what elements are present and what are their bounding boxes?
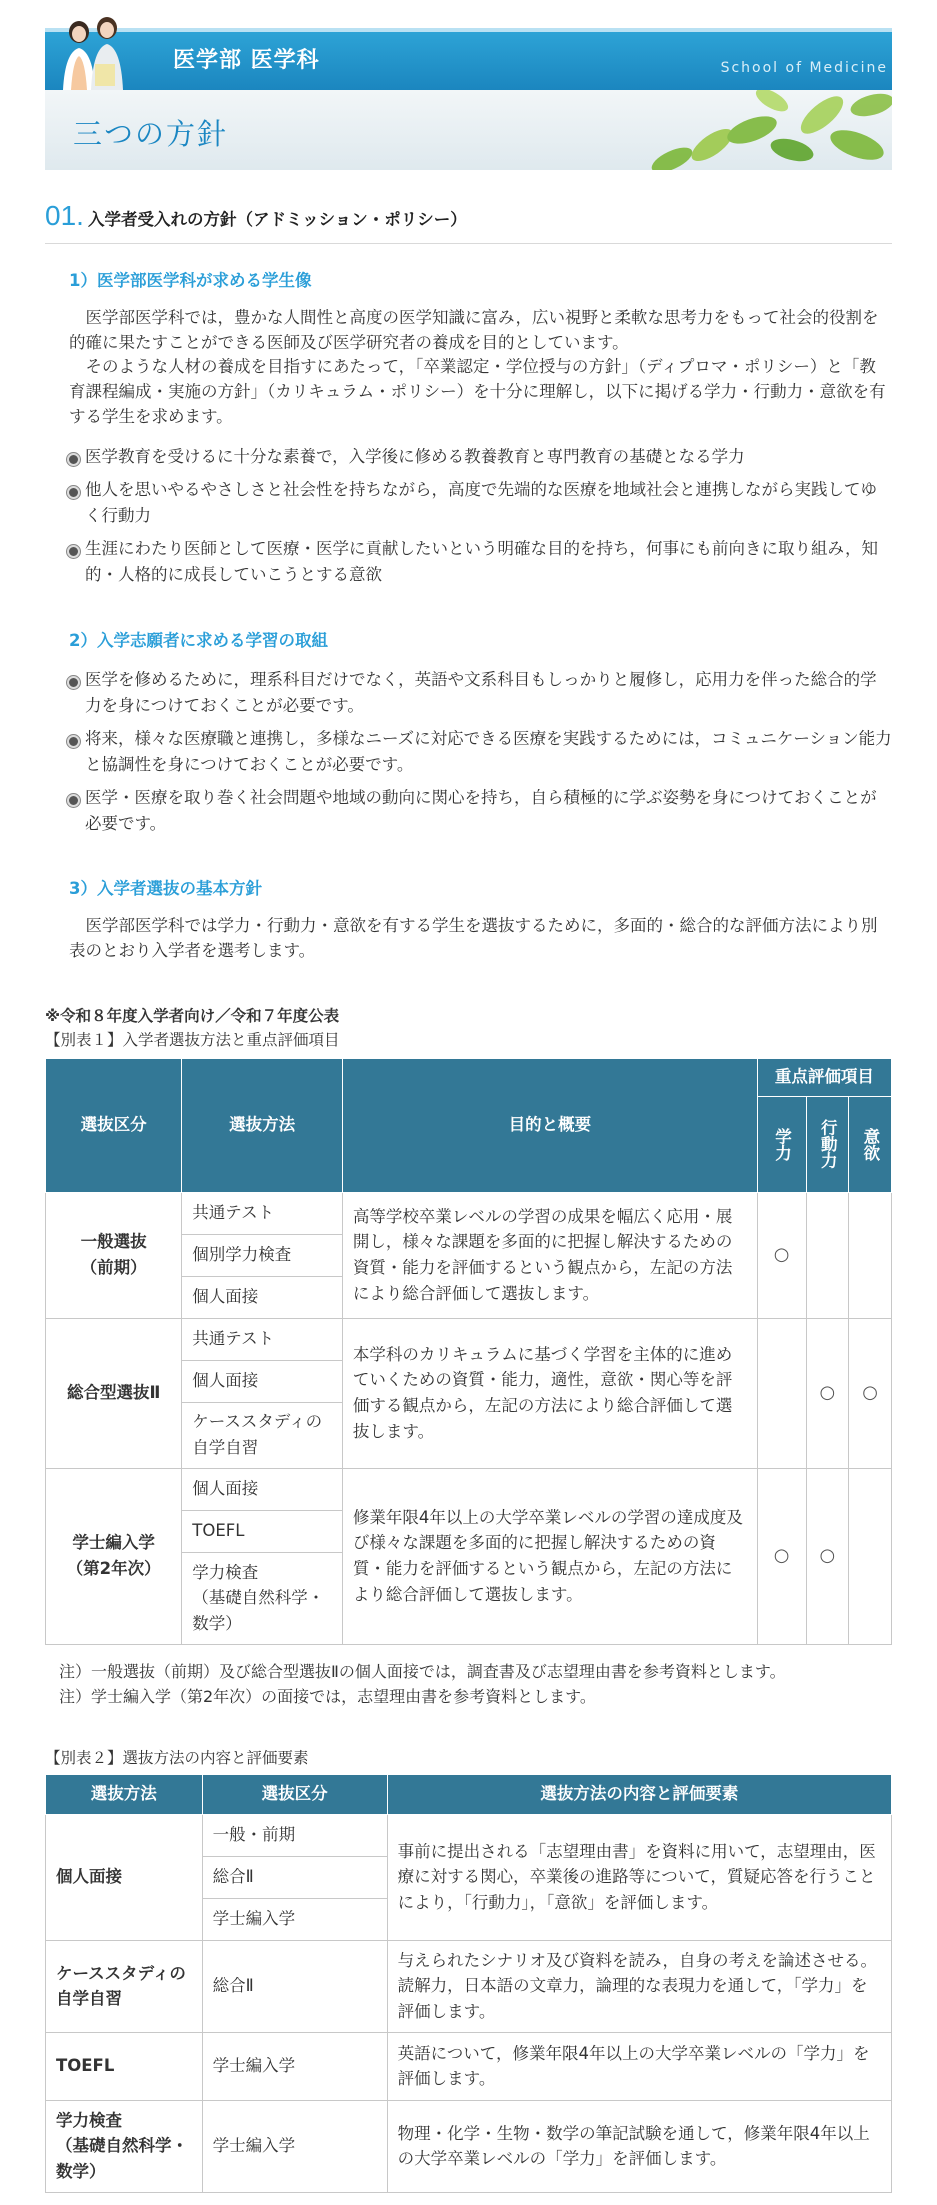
method-cell: TOEFL — [46, 2032, 203, 2100]
mark-cell — [849, 1468, 892, 1644]
notes — [45, 1659, 892, 1710]
content-cell: 英語について，修業年限4年以上の大学卒業レベルの「学力」を評価します。 — [387, 2032, 891, 2100]
page-title: 三つの方針 — [73, 117, 229, 151]
method-cell: 個人面接 — [46, 1814, 203, 1940]
purpose-cell: 修業年限4年以上の大学卒業レベルの学習の達成度及び様々な課題を多面的に把握し解決するための資質・能力を評価するという観点から，左記の方法により総合評価して選抜します。 — [342, 1468, 757, 1644]
list-item: 医学を修めるために，理系科目だけでなく，英語や文系科目もしっかりと履修し，応用力を伴った総合的学力を身につけておくことが必要です。 — [67, 667, 892, 718]
list-item: 生涯にわたり医師として医療・医学に貢献したいという明確な目的を持ち，何事にも前向きに取り組み，知的・人格的に成長していこうとする意欲 — [67, 536, 892, 587]
method-cell: 個人面接 — [182, 1360, 343, 1402]
list-item: 将来，様々な医療職と連携し，多様なニーズに対応できる医療を実践するためには，コミュニケーション能力と協調性を身につけておくことが必要です。 — [67, 726, 892, 777]
content-cell: 与えられたシナリオ及び資料を読み，自身の考えを論述させる。読解力，日本語の文章力，論理的な表現力を通して，「学力」を評価します。 — [387, 1940, 891, 2032]
header-banner — [45, 28, 892, 90]
method-cell: 共通テスト — [182, 1318, 343, 1360]
list-item: 医学・医療を取り巻く社会問題や地域の動向に関心を持ち，自ら積極的に学ぶ姿勢を身につけておくことが必要です。 — [67, 785, 892, 836]
kubun-cell: 一般選抜 （前期） — [46, 1192, 182, 1318]
header-content: 選抜方法の内容と評価要素 — [387, 1774, 891, 1814]
method-cell: 個人面接 — [182, 1276, 343, 1318]
section-heading — [45, 194, 892, 244]
note-item: 注）一般選抜（前期）及び総合型選抜Ⅱの個人面接では，調査書及び志望理由書を参考資料とします。 — [59, 1661, 786, 1681]
mark-cell — [806, 1192, 849, 1318]
part3-paragraph: 医学部医学科では学力・行動力・意欲を有する学生を選抜するために，多面的・総合的な評価方法により別表のとおり入学者を選考します。 — [69, 916, 878, 960]
header-method: 選抜方法 — [182, 1058, 343, 1192]
part2-list — [67, 667, 892, 836]
header-gakuryoku: 学力 — [757, 1096, 806, 1192]
kubun-cell: 総合Ⅱ — [202, 1940, 387, 2032]
method-cell: ケーススタディの自学自習 — [182, 1402, 343, 1468]
mark-cell: ○ — [806, 1468, 849, 1644]
notice-text: ※令和８年度入学者向け／令和７年度公表 — [45, 1006, 340, 1025]
kubun-cell: 学士編入学 — [202, 1898, 387, 1940]
mark-cell: ○ — [757, 1192, 806, 1318]
list-item: 医学教育を受けるに十分な素養で，入学後に修める教養教育と専門教育の基礎となる学力 — [67, 444, 892, 470]
section-title: 入学者受入れの方針（アドミッション・ポリシー） — [87, 210, 467, 229]
header-iyoku: 意欲 — [849, 1096, 892, 1192]
content-cell: 事前に提出される「志望理由書」を資料に用いて，志望理由，医療に対する関心，卒業後の進路等について，質疑応答を行うことにより，「行動力」，「意欲」を評価します。 — [387, 1814, 891, 1940]
table2-caption: 【別表２】選抜方法の内容と評価要素 — [45, 1748, 309, 1767]
selection-table — [45, 1058, 892, 1645]
note-item: 注）学士編入学（第2年次）の面接では，志望理由書を参考資料とします。 — [59, 1687, 596, 1707]
method-cell: TOEFL — [182, 1510, 343, 1552]
content-cell: 物理・化学・生物・数学の筆記試験を通して，修業年限4年以上の大学卒業レベルの「学力」を評価します。 — [387, 2100, 891, 2192]
header-method: 選抜方法 — [46, 1774, 203, 1814]
method-cell: 個別学力検査 — [182, 1234, 343, 1276]
mark-cell — [849, 1192, 892, 1318]
header-focus: 重点評価項目 — [757, 1058, 891, 1096]
header-kubun: 選抜区分 — [202, 1774, 387, 1814]
mark-cell: ○ — [849, 1318, 892, 1468]
purpose-cell: 本学科のカリキュラムに基づく学習を主体的に進めていくための資質・能力，適性，意欲・関心等を評価する観点から，左記の方法により総合評価して選抜します。 — [342, 1318, 757, 1468]
department-name: 医学部 医学科 — [173, 48, 320, 73]
part1-heading: 1）医学部医学科が求める学生像 — [69, 271, 312, 291]
method-cell: 学力検査 （基礎自然科学・数学） — [182, 1552, 343, 1644]
table1-caption: 【別表１】入学者選抜方法と重点評価項目 — [45, 1030, 340, 1049]
evaluation-table — [45, 1774, 892, 2193]
method-cell: 共通テスト — [182, 1192, 343, 1234]
kubun-cell: 学士編入学 — [202, 2100, 387, 2192]
students-illustration — [51, 12, 131, 90]
mark-cell — [757, 1318, 806, 1468]
part1-paragraph-1: 医学部医学科では，豊かな人間性と高度の医学知識に富み，広い視野と柔軟な思考力をもって社会的役割を的確に果たすことができる医師及び医学研究者の養成を目的としています。 — [69, 307, 879, 352]
leaves-decoration — [632, 90, 892, 170]
kubun-cell: 一般・前期 — [202, 1814, 387, 1856]
method-cell: 学力検査 （基礎自然科学・数学） — [46, 2100, 203, 2192]
header-kodoryoku: 行動力 — [806, 1096, 849, 1192]
part1-paragraph-2: そのような人材の養成を目指すにあたって，「卒業認定・学位授与の方針」（ディプロマ・ポリシー）と「教育課程編成・実施の方針」（カリキュラム・ポリシー）を十分に理解し，以下に掲げる学力・行動力・意欲を有する学生を求めます。 — [69, 357, 886, 426]
part1-list — [67, 444, 892, 588]
header-purpose: 目的と概要 — [342, 1058, 757, 1192]
kubun-cell: 学士編入学 （第2年次） — [46, 1468, 182, 1644]
kubun-cell: 総合Ⅱ — [202, 1856, 387, 1898]
mark-cell: ○ — [757, 1468, 806, 1644]
school-english-name: School of Medicine — [720, 60, 888, 76]
header-kubun: 選抜区分 — [46, 1058, 182, 1192]
part3-heading: 3）入学者選抜の基本方針 — [69, 879, 262, 899]
purpose-cell: 高等学校卒業レベルの学習の成果を幅広く応用・展開し，様々な課題を多面的に把握し解決するための資質・能力を評価するという観点から，左記の方法により総合評価して選抜します。 — [342, 1192, 757, 1318]
part2-heading: 2）入学志願者に求める学習の取組 — [69, 630, 328, 650]
page-title-banner — [45, 90, 892, 170]
method-cell: 個人面接 — [182, 1468, 343, 1510]
method-cell: ケーススタディの自学自習 — [46, 1940, 203, 2032]
list-item: 他人を思いやるやさしさと社会性を持ちながら，高度で先端的な医療を地域社会と連携しながら実践してゆく行動力 — [67, 477, 892, 528]
kubun-cell: 総合型選抜Ⅱ — [46, 1318, 182, 1468]
kubun-cell: 学士編入学 — [202, 2032, 387, 2100]
mark-cell: ○ — [806, 1318, 849, 1468]
section-number: 01. — [45, 200, 84, 231]
